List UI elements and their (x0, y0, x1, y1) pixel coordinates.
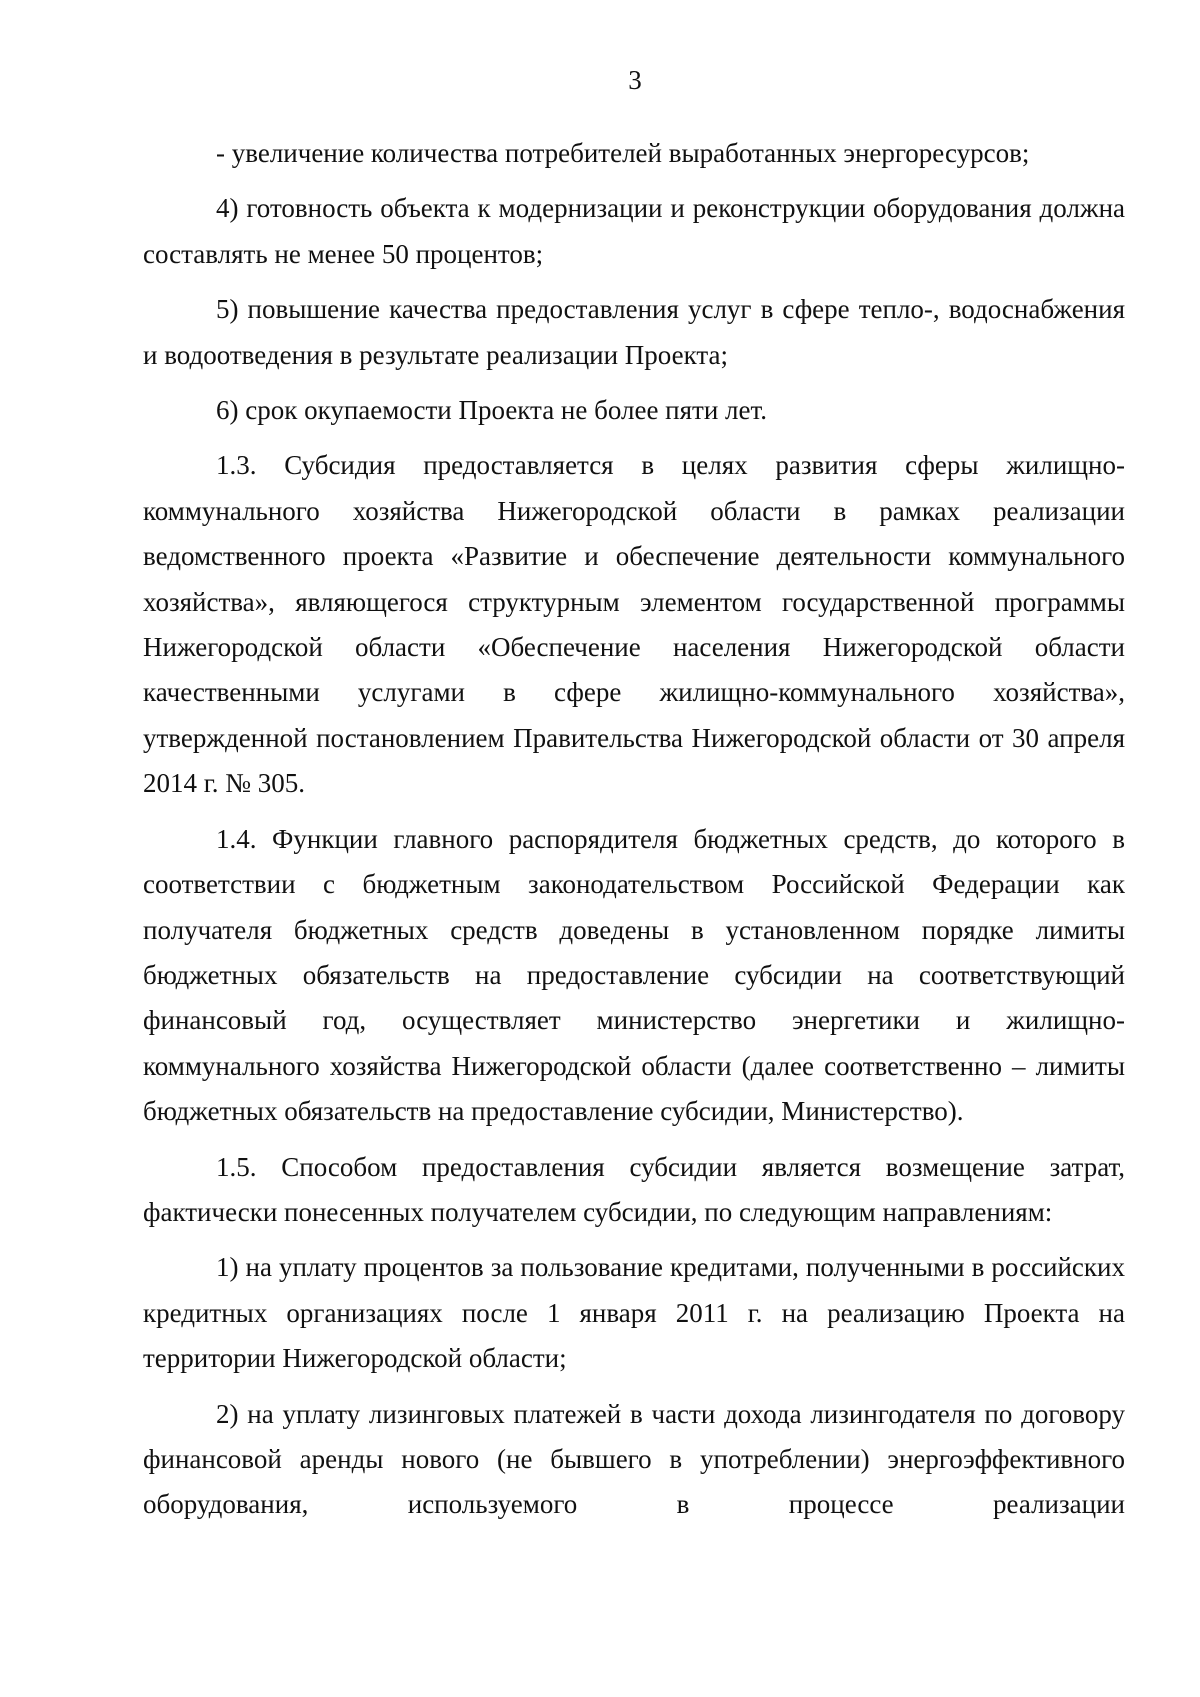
paragraph-1-3-subsidy-purpose: 1.3. Субсидия предоставляется в целях развития сферы жилищно-коммунального хозяйства Нижегородской области в рамках реализации ведомственного проекта «Развитие и обеспечение деятельности коммунального хозяйства», являющегося структурным элементом государственной программы Нижегородской области «Обеспечение населения Нижегородской области качественными услугами в сфере жилищно-коммунального хозяйства», утвержденной постановлением Правительства Нижегородской области от 30 апреля 2014 г. № 305. (143, 450, 1125, 799)
paragraph-item-1-credit-interest: 1) на уплату процентов за пользование кредитами, полученными в российских кредитных организациях после 1 января 2011 г. на реализацию Проекта на территории Нижегородской области; (143, 1252, 1125, 1374)
paragraph-item-6-payback: 6) срок окупаемости Проекта не более пяти лет. (216, 395, 768, 426)
paragraph-item-2-leasing: 2) на уплату лизинговых платежей в части дохода лизингодателя по договору финансовой аренды нового (не бывшего в употреблении) энергоэффективного оборудования, используемого в процессе реализации (143, 1398, 1125, 1520)
paragraph-1-4-budget-manager: 1.4. Функции главного распорядителя бюджетных средств, до которого в соответствии с бюджетным законодательством Российской Федерации как получателя бюджетных средств доведены в установленном порядке лимиты бюджетных обязательств на предоставление субсидии на соответствующий финансовый год, осуществляет министерство энергетики и жилищно-коммунального хозяйства Нижегородской области (далее соответственно – лимиты бюджетных обязательств на предоставление субсидии, Министерство). (143, 823, 1125, 1127)
page-number: 3 (628, 65, 642, 95)
document-body (143, 131, 1125, 1538)
paragraph-consumers-increase: - увеличение количества потребителей выработанных энергоресурсов; (216, 138, 1030, 168)
paragraph-item-5-quality: 5) повышение качества предоставления услуг в сфере тепло-, водоснабжения и водоотведения в результате реализации Проекта; (143, 294, 1125, 370)
paragraph-item-4-readiness: 4) готовность объекта к модернизации и реконструкции оборудования должна составлять не менее 50 процентов; (143, 193, 1125, 269)
paragraph-1-5-method: 1.5. Способом предоставления субсидии является возмещение затрат, фактически понесенных получателем субсидии, по следующим направлениям: (143, 1151, 1125, 1227)
